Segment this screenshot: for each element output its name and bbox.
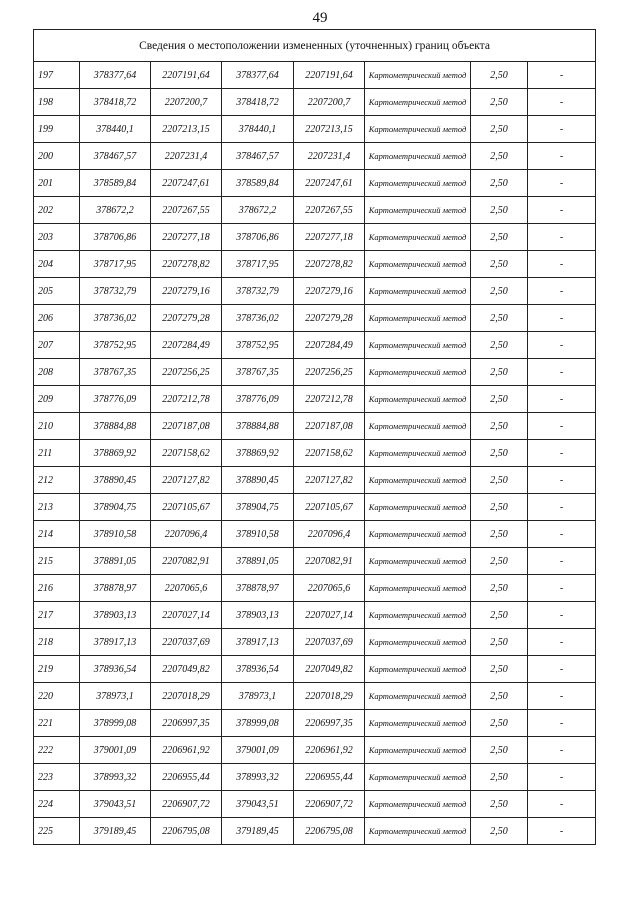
point-number-cell: 203 — [34, 224, 80, 251]
existing-y-cell: 2207284,49 — [151, 332, 222, 359]
precision-cell: 2,50 — [471, 386, 528, 413]
existing-x-cell: 378903,13 — [80, 602, 151, 629]
refined-x-cell: 379001,09 — [222, 737, 294, 764]
precision-cell: 2,50 — [471, 413, 528, 440]
precision-cell: 2,50 — [471, 305, 528, 332]
table-row — [34, 791, 596, 818]
note-cell: - — [528, 251, 596, 278]
method-cell: Картометрический метод — [365, 89, 471, 116]
note-cell: - — [528, 197, 596, 224]
precision-cell: 2,50 — [471, 116, 528, 143]
refined-x-cell: 378973,1 — [222, 683, 294, 710]
method-cell: Картометрический метод — [365, 251, 471, 278]
precision-cell: 2,50 — [471, 683, 528, 710]
precision-cell: 2,50 — [471, 278, 528, 305]
point-number-cell: 216 — [34, 575, 80, 602]
method-cell: Картометрический метод — [365, 521, 471, 548]
precision-cell: 2,50 — [471, 575, 528, 602]
note-cell: - — [528, 791, 596, 818]
existing-x-cell: 378467,57 — [80, 143, 151, 170]
method-cell: Картометрический метод — [365, 116, 471, 143]
note-cell: - — [528, 143, 596, 170]
precision-cell: 2,50 — [471, 332, 528, 359]
point-number-cell: 212 — [34, 467, 80, 494]
refined-y-cell: 2207191,64 — [294, 62, 365, 89]
existing-x-cell: 378973,1 — [80, 683, 151, 710]
table-row — [34, 467, 596, 494]
method-cell: Картометрический метод — [365, 548, 471, 575]
method-cell: Картометрический метод — [365, 332, 471, 359]
table-row — [34, 575, 596, 602]
point-number-cell: 219 — [34, 656, 80, 683]
refined-y-cell: 2207267,55 — [294, 197, 365, 224]
table-row — [34, 521, 596, 548]
precision-cell: 2,50 — [471, 710, 528, 737]
method-cell: Картометрический метод — [365, 386, 471, 413]
point-number-cell: 214 — [34, 521, 80, 548]
existing-y-cell: 2206961,92 — [151, 737, 222, 764]
table-row — [34, 710, 596, 737]
refined-x-cell: 378891,05 — [222, 548, 294, 575]
refined-y-cell: 2207049,82 — [294, 656, 365, 683]
method-cell: Картометрический метод — [365, 791, 471, 818]
table-row — [34, 440, 596, 467]
point-number-cell: 221 — [34, 710, 80, 737]
existing-x-cell: 378904,75 — [80, 494, 151, 521]
table-row — [34, 602, 596, 629]
existing-y-cell: 2207247,61 — [151, 170, 222, 197]
note-cell: - — [528, 278, 596, 305]
refined-y-cell: 2206907,72 — [294, 791, 365, 818]
note-cell: - — [528, 89, 596, 116]
existing-y-cell: 2207127,82 — [151, 467, 222, 494]
note-cell: - — [528, 359, 596, 386]
point-number-cell: 210 — [34, 413, 80, 440]
existing-x-cell: 378910,58 — [80, 521, 151, 548]
table-row — [34, 143, 596, 170]
note-cell: - — [528, 818, 596, 845]
existing-y-cell: 2207027,14 — [151, 602, 222, 629]
refined-y-cell: 2207018,29 — [294, 683, 365, 710]
existing-x-cell: 379043,51 — [80, 791, 151, 818]
method-cell: Картометрический метод — [365, 656, 471, 683]
refined-x-cell: 378776,09 — [222, 386, 294, 413]
method-cell: Картометрический метод — [365, 62, 471, 89]
precision-cell: 2,50 — [471, 197, 528, 224]
refined-x-cell: 378869,92 — [222, 440, 294, 467]
existing-x-cell: 378878,97 — [80, 575, 151, 602]
table-row — [34, 548, 596, 575]
precision-cell: 2,50 — [471, 602, 528, 629]
precision-cell: 2,50 — [471, 737, 528, 764]
existing-y-cell: 2207231,4 — [151, 143, 222, 170]
table-row — [34, 89, 596, 116]
refined-y-cell: 2206795,08 — [294, 818, 365, 845]
note-cell: - — [528, 170, 596, 197]
note-cell: - — [528, 224, 596, 251]
precision-cell: 2,50 — [471, 359, 528, 386]
refined-x-cell: 378767,35 — [222, 359, 294, 386]
precision-cell: 2,50 — [471, 467, 528, 494]
precision-cell: 2,50 — [471, 818, 528, 845]
existing-x-cell: 378736,02 — [80, 305, 151, 332]
method-cell: Картометрический метод — [365, 494, 471, 521]
precision-cell: 2,50 — [471, 548, 528, 575]
refined-y-cell: 2207200,7 — [294, 89, 365, 116]
refined-x-cell: 378418,72 — [222, 89, 294, 116]
note-cell: - — [528, 548, 596, 575]
table-row — [34, 251, 596, 278]
existing-x-cell: 378706,86 — [80, 224, 151, 251]
point-number-cell: 224 — [34, 791, 80, 818]
precision-cell: 2,50 — [471, 62, 528, 89]
point-number-cell: 209 — [34, 386, 80, 413]
refined-x-cell: 378440,1 — [222, 116, 294, 143]
table-row — [34, 278, 596, 305]
existing-x-cell: 378377,64 — [80, 62, 151, 89]
table-body — [34, 62, 596, 845]
point-number-cell: 204 — [34, 251, 80, 278]
method-cell: Картометрический метод — [365, 278, 471, 305]
existing-y-cell: 2207018,29 — [151, 683, 222, 710]
existing-x-cell: 378717,95 — [80, 251, 151, 278]
note-cell: - — [528, 116, 596, 143]
method-cell: Картометрический метод — [365, 413, 471, 440]
table-row — [34, 629, 596, 656]
table-row — [34, 62, 596, 89]
table-row — [34, 305, 596, 332]
precision-cell: 2,50 — [471, 224, 528, 251]
method-cell: Картометрический метод — [365, 710, 471, 737]
existing-y-cell: 2207082,91 — [151, 548, 222, 575]
note-cell: - — [528, 521, 596, 548]
existing-y-cell: 2206907,72 — [151, 791, 222, 818]
existing-y-cell: 2207158,62 — [151, 440, 222, 467]
note-cell: - — [528, 656, 596, 683]
refined-y-cell: 2207279,28 — [294, 305, 365, 332]
refined-x-cell: 378672,2 — [222, 197, 294, 224]
existing-x-cell: 378776,09 — [80, 386, 151, 413]
method-cell: Картометрический метод — [365, 440, 471, 467]
point-number-cell: 222 — [34, 737, 80, 764]
table-row — [34, 224, 596, 251]
refined-y-cell: 2207256,25 — [294, 359, 365, 386]
point-number-cell: 197 — [34, 62, 80, 89]
method-cell: Картометрический метод — [365, 359, 471, 386]
precision-cell: 2,50 — [471, 170, 528, 197]
refined-x-cell: 378999,08 — [222, 710, 294, 737]
point-number-cell: 201 — [34, 170, 80, 197]
method-cell: Картометрический метод — [365, 197, 471, 224]
point-number-cell: 199 — [34, 116, 80, 143]
existing-y-cell: 2207065,6 — [151, 575, 222, 602]
refined-x-cell: 378467,57 — [222, 143, 294, 170]
note-cell: - — [528, 62, 596, 89]
existing-x-cell: 378752,95 — [80, 332, 151, 359]
table-row — [34, 170, 596, 197]
refined-x-cell: 378732,79 — [222, 278, 294, 305]
precision-cell: 2,50 — [471, 440, 528, 467]
point-number-cell: 206 — [34, 305, 80, 332]
existing-y-cell: 2207049,82 — [151, 656, 222, 683]
refined-y-cell: 2207247,61 — [294, 170, 365, 197]
precision-cell: 2,50 — [471, 521, 528, 548]
refined-x-cell: 378706,86 — [222, 224, 294, 251]
method-cell: Картометрический метод — [365, 170, 471, 197]
refined-x-cell: 378752,95 — [222, 332, 294, 359]
method-cell: Картометрический метод — [365, 143, 471, 170]
refined-y-cell: 2207127,82 — [294, 467, 365, 494]
point-number-cell: 202 — [34, 197, 80, 224]
table-row — [34, 413, 596, 440]
table-row — [34, 683, 596, 710]
point-number-cell: 217 — [34, 602, 80, 629]
method-cell: Картометрический метод — [365, 683, 471, 710]
note-cell: - — [528, 440, 596, 467]
refined-x-cell: 379189,45 — [222, 818, 294, 845]
table-row — [34, 656, 596, 683]
table-row — [34, 764, 596, 791]
method-cell: Картометрический метод — [365, 305, 471, 332]
note-cell: - — [528, 413, 596, 440]
precision-cell: 2,50 — [471, 143, 528, 170]
refined-x-cell: 378878,97 — [222, 575, 294, 602]
table-title: Сведения о местоположении измененных (уточненных) границ объекта — [34, 30, 596, 62]
existing-y-cell: 2207187,08 — [151, 413, 222, 440]
refined-x-cell: 378890,45 — [222, 467, 294, 494]
existing-x-cell: 378418,72 — [80, 89, 151, 116]
refined-y-cell: 2207105,67 — [294, 494, 365, 521]
precision-cell: 2,50 — [471, 251, 528, 278]
existing-x-cell: 378767,35 — [80, 359, 151, 386]
existing-x-cell: 378732,79 — [80, 278, 151, 305]
existing-y-cell: 2207037,69 — [151, 629, 222, 656]
existing-x-cell: 379001,09 — [80, 737, 151, 764]
refined-y-cell: 2207284,49 — [294, 332, 365, 359]
note-cell: - — [528, 629, 596, 656]
refined-x-cell: 378903,13 — [222, 602, 294, 629]
refined-y-cell: 2207096,4 — [294, 521, 365, 548]
refined-y-cell: 2206955,44 — [294, 764, 365, 791]
refined-y-cell: 2207213,15 — [294, 116, 365, 143]
precision-cell: 2,50 — [471, 791, 528, 818]
refined-y-cell: 2207277,18 — [294, 224, 365, 251]
existing-x-cell: 378993,32 — [80, 764, 151, 791]
existing-x-cell: 378884,88 — [80, 413, 151, 440]
method-cell: Картометрический метод — [365, 629, 471, 656]
precision-cell: 2,50 — [471, 494, 528, 521]
existing-y-cell: 2207212,78 — [151, 386, 222, 413]
refined-y-cell: 2207278,82 — [294, 251, 365, 278]
point-number-cell: 211 — [34, 440, 80, 467]
table-row — [34, 494, 596, 521]
existing-y-cell: 2206955,44 — [151, 764, 222, 791]
refined-y-cell: 2207037,69 — [294, 629, 365, 656]
existing-x-cell: 378917,13 — [80, 629, 151, 656]
point-number-cell: 207 — [34, 332, 80, 359]
existing-x-cell: 378891,05 — [80, 548, 151, 575]
existing-y-cell: 2207279,28 — [151, 305, 222, 332]
point-number-cell: 215 — [34, 548, 80, 575]
point-number-cell: 200 — [34, 143, 80, 170]
refined-y-cell: 2207065,6 — [294, 575, 365, 602]
existing-y-cell: 2207279,16 — [151, 278, 222, 305]
note-cell: - — [528, 386, 596, 413]
method-cell: Картометрический метод — [365, 737, 471, 764]
refined-x-cell: 378736,02 — [222, 305, 294, 332]
existing-x-cell: 378890,45 — [80, 467, 151, 494]
boundary-coordinates-table — [33, 29, 596, 845]
point-number-cell: 218 — [34, 629, 80, 656]
existing-x-cell: 378672,2 — [80, 197, 151, 224]
note-cell: - — [528, 737, 596, 764]
point-number-cell: 225 — [34, 818, 80, 845]
refined-y-cell: 2207212,78 — [294, 386, 365, 413]
refined-x-cell: 378910,58 — [222, 521, 294, 548]
existing-y-cell: 2207105,67 — [151, 494, 222, 521]
existing-y-cell: 2207191,64 — [151, 62, 222, 89]
table-row — [34, 818, 596, 845]
method-cell: Картометрический метод — [365, 224, 471, 251]
existing-y-cell: 2207267,55 — [151, 197, 222, 224]
refined-y-cell: 2206961,92 — [294, 737, 365, 764]
existing-y-cell: 2206795,08 — [151, 818, 222, 845]
existing-y-cell: 2207277,18 — [151, 224, 222, 251]
refined-x-cell: 378884,88 — [222, 413, 294, 440]
refined-x-cell: 378589,84 — [222, 170, 294, 197]
point-number-cell: 213 — [34, 494, 80, 521]
table-row — [34, 386, 596, 413]
refined-x-cell: 378717,95 — [222, 251, 294, 278]
existing-x-cell: 378869,92 — [80, 440, 151, 467]
existing-y-cell: 2207096,4 — [151, 521, 222, 548]
refined-y-cell: 2207082,91 — [294, 548, 365, 575]
existing-y-cell: 2207278,82 — [151, 251, 222, 278]
point-number-cell: 223 — [34, 764, 80, 791]
note-cell: - — [528, 683, 596, 710]
precision-cell: 2,50 — [471, 764, 528, 791]
page-number: 49 — [312, 10, 328, 26]
table-row — [34, 737, 596, 764]
refined-x-cell: 378936,54 — [222, 656, 294, 683]
refined-y-cell: 2207279,16 — [294, 278, 365, 305]
refined-x-cell: 379043,51 — [222, 791, 294, 818]
table-row — [34, 116, 596, 143]
refined-y-cell: 2207027,14 — [294, 602, 365, 629]
precision-cell: 2,50 — [471, 656, 528, 683]
existing-y-cell: 2207213,15 — [151, 116, 222, 143]
note-cell: - — [528, 764, 596, 791]
note-cell: - — [528, 494, 596, 521]
existing-y-cell: 2207200,7 — [151, 89, 222, 116]
refined-y-cell: 2207187,08 — [294, 413, 365, 440]
refined-x-cell: 378904,75 — [222, 494, 294, 521]
note-cell: - — [528, 305, 596, 332]
existing-y-cell: 2207256,25 — [151, 359, 222, 386]
method-cell: Картометрический метод — [365, 467, 471, 494]
note-cell: - — [528, 575, 596, 602]
existing-x-cell: 378440,1 — [80, 116, 151, 143]
point-number-cell: 208 — [34, 359, 80, 386]
note-cell: - — [528, 602, 596, 629]
method-cell: Картометрический метод — [365, 764, 471, 791]
method-cell: Картометрический метод — [365, 602, 471, 629]
refined-x-cell: 378993,32 — [222, 764, 294, 791]
existing-x-cell: 379189,45 — [80, 818, 151, 845]
precision-cell: 2,50 — [471, 629, 528, 656]
refined-y-cell: 2207158,62 — [294, 440, 365, 467]
note-cell: - — [528, 467, 596, 494]
method-cell: Картометрический метод — [365, 575, 471, 602]
refined-y-cell: 2207231,4 — [294, 143, 365, 170]
point-number-cell: 198 — [34, 89, 80, 116]
point-number-cell: 205 — [34, 278, 80, 305]
point-number-cell: 220 — [34, 683, 80, 710]
note-cell: - — [528, 332, 596, 359]
table-row — [34, 197, 596, 224]
refined-x-cell: 378377,64 — [222, 62, 294, 89]
precision-cell: 2,50 — [471, 89, 528, 116]
existing-x-cell: 378589,84 — [80, 170, 151, 197]
existing-x-cell: 378999,08 — [80, 710, 151, 737]
existing-y-cell: 2206997,35 — [151, 710, 222, 737]
table-row — [34, 332, 596, 359]
refined-x-cell: 378917,13 — [222, 629, 294, 656]
method-cell: Картометрический метод — [365, 818, 471, 845]
table-row — [34, 359, 596, 386]
existing-x-cell: 378936,54 — [80, 656, 151, 683]
note-cell: - — [528, 710, 596, 737]
refined-y-cell: 2206997,35 — [294, 710, 365, 737]
